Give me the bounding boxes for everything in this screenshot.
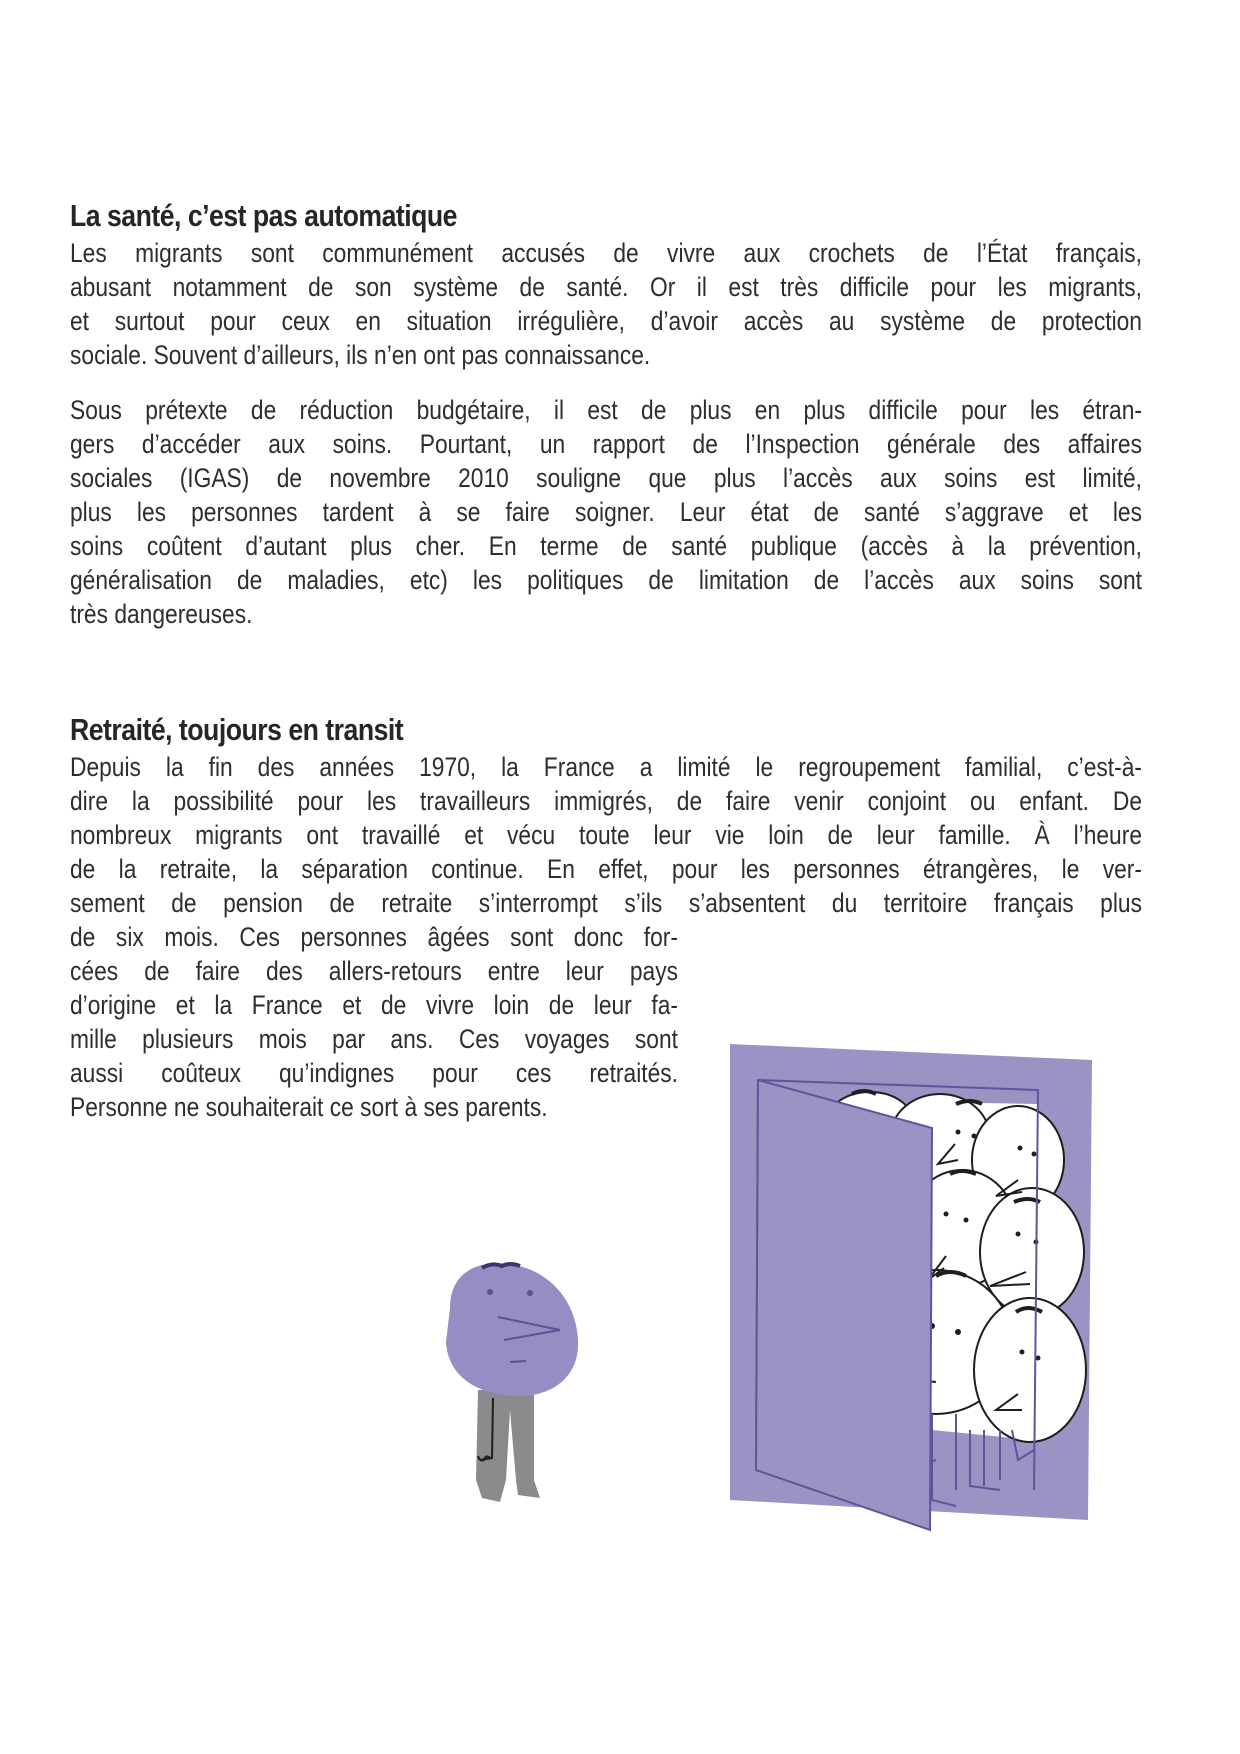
text-line: Personne ne souhaiterait ce sort à ses parents.: [70, 1092, 548, 1122]
lone-elderly-figure-illustration: [430, 1180, 600, 1520]
open-door-crowd-illustration: [700, 1030, 1120, 1560]
text-line: dire la possibilité pour les travailleurs immigrés, de faire venir conjoint ou enfant. De: [70, 786, 1142, 816]
text-line: sement de pension de retraite s’interrompt s’ils s’absentent du territoire français plus: [70, 888, 1142, 918]
section-retirement: [70, 712, 1142, 748]
text-line: gers d’accéder aux soins. Pourtant, un rapport de l’Inspection générale des affaires: [70, 429, 1142, 459]
text-line: très dangereuses.: [70, 599, 253, 629]
text-line: Depuis la fin des années 1970, la France a limité le regroupement familial, c’est-à-: [70, 752, 1142, 782]
text-line: aussi coûteux qu’indignes pour ces retraités.: [70, 1058, 678, 1088]
text-line: sociales (IGAS) de novembre 2010 souligne que plus l’accès aux soins est limité,: [70, 463, 1142, 493]
text-line: Les migrants sont communément accusés de vivre aux crochets de l’État français,: [70, 238, 1142, 268]
text-line: généralisation de maladies, etc) les politiques de limitation de l’accès aux soins sont: [70, 565, 1142, 595]
text-line: soins coûtent d’autant plus cher. En terme de santé publique (accès à la prévention,: [70, 531, 1142, 561]
paragraph-retirement: [70, 750, 1142, 920]
text-line: plus les personnes tardent à se faire soigner. Leur état de santé s’aggrave et les: [70, 497, 1142, 527]
text-line: Sous prétexte de réduction budgétaire, il est de plus en plus difficile pour les étran-: [70, 395, 1142, 425]
section-health: [70, 198, 1142, 234]
paragraph-health-2: [70, 393, 1142, 631]
heading-retirement: Retraité, toujours en transit: [70, 712, 404, 747]
paragraph-retirement-narrow: [70, 920, 678, 1124]
text-line: abusant notamment de son système de santé. Or il est très difficile pour les migrants,: [70, 272, 1142, 302]
paragraph-health-1: [70, 236, 1142, 372]
text-line: nombreux migrants ont travaillé et vécu toute leur vie loin de leur famille. À l’heure: [70, 820, 1142, 850]
text-line: et surtout pour ceux en situation irrégulière, d’avoir accès au système de protection: [70, 306, 1142, 336]
heading-health: La santé, c’est pas automatique: [70, 198, 457, 233]
text-line: d’origine et la France et de vivre loin de leur fa-: [70, 990, 678, 1020]
text-line: sociale. Souvent d’ailleurs, ils n’en ont pas connaissance.: [70, 340, 651, 370]
text-line: de six mois. Ces personnes âgées sont donc for-: [70, 922, 678, 952]
text-line: cées de faire des allers-retours entre leur pays: [70, 956, 678, 986]
text-line: mille plusieurs mois par ans. Ces voyages sont: [70, 1024, 678, 1054]
text-line: de la retraite, la séparation continue. En effet, pour les personnes étrangères, le ver-: [70, 854, 1142, 884]
